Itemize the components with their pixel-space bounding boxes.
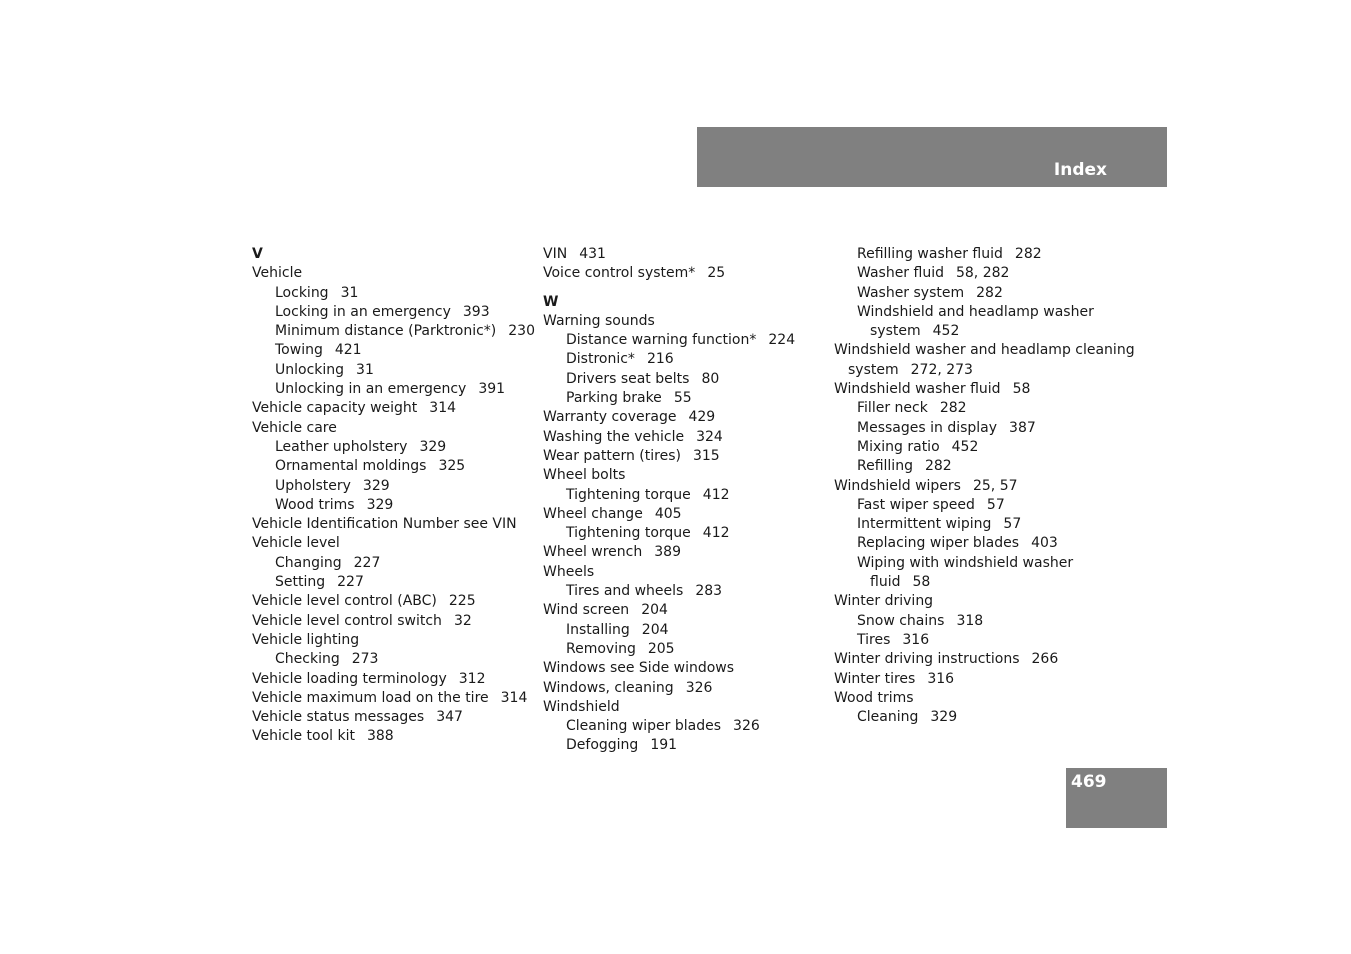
index-term: Fast wiper speed bbox=[857, 496, 975, 513]
index-page-ref: 31 bbox=[356, 361, 374, 378]
index-page-ref: 282 bbox=[924, 458, 952, 475]
index-term: Locking in an emergency bbox=[275, 303, 451, 320]
index-entry bbox=[543, 621, 795, 640]
index-page-ref: 31 bbox=[340, 284, 359, 301]
index-entry bbox=[252, 303, 535, 322]
index-term: Changing bbox=[275, 554, 342, 571]
index-entry bbox=[834, 612, 1135, 631]
index-page-ref: 326 bbox=[685, 679, 713, 696]
index-term: Filler neck bbox=[857, 400, 928, 417]
index-term: Refilling bbox=[857, 458, 913, 475]
index-entry bbox=[543, 466, 795, 485]
index-entry bbox=[252, 399, 535, 418]
index-entry bbox=[834, 303, 1135, 322]
index-page-ref: 389 bbox=[654, 544, 681, 561]
index-page-ref: 266 bbox=[1031, 651, 1059, 668]
index-term: Minimum distance (Parktronic*) bbox=[275, 323, 497, 340]
index-entry bbox=[834, 457, 1135, 476]
index-entry bbox=[252, 534, 535, 553]
index-page-ref: 314 bbox=[429, 400, 457, 417]
index-term: Towing bbox=[275, 342, 323, 359]
index-term: Tightening torque bbox=[566, 525, 691, 542]
index-term: Winter driving bbox=[834, 593, 934, 610]
index-term: VIN bbox=[543, 246, 568, 262]
index-term: Upholstery bbox=[275, 477, 351, 494]
index-page-ref: 216 bbox=[646, 351, 674, 368]
index-column-3 bbox=[834, 245, 1135, 727]
index-entry bbox=[543, 486, 795, 505]
index-page-ref: 272, 273 bbox=[910, 361, 973, 378]
index-term: Voice control system* bbox=[543, 265, 696, 282]
index-entry bbox=[834, 573, 1135, 592]
index-entry bbox=[543, 659, 795, 678]
index-entry bbox=[834, 477, 1135, 496]
index-term: Cleaning wiper blades bbox=[566, 718, 722, 735]
index-page-ref: 282 bbox=[1014, 246, 1042, 262]
index-term: Cleaning bbox=[857, 709, 919, 726]
index-term: Wheel change bbox=[543, 505, 643, 522]
index-entry bbox=[252, 496, 535, 515]
index-entry bbox=[543, 428, 795, 447]
index-page-ref: 393 bbox=[462, 303, 490, 320]
index-page-ref: 282 bbox=[976, 284, 1003, 301]
index-term: system bbox=[848, 361, 899, 378]
index-page-ref: 318 bbox=[956, 612, 984, 629]
index-term: Vehicle bbox=[252, 265, 303, 282]
index-term: Windshield bbox=[543, 698, 620, 715]
index-entry bbox=[252, 573, 535, 592]
index-page-ref: 412 bbox=[702, 525, 730, 542]
index-page-ref: 329 bbox=[366, 496, 394, 513]
index-term: Parking brake bbox=[566, 390, 662, 407]
index-page-ref: 403 bbox=[1031, 535, 1058, 552]
index-entry bbox=[252, 631, 535, 650]
index-entry bbox=[543, 408, 795, 427]
index-page-ref: 388 bbox=[366, 728, 394, 745]
index-term: Leather upholstery bbox=[275, 438, 408, 455]
index-entry bbox=[252, 727, 535, 746]
index-entry bbox=[252, 592, 535, 611]
index-term: Wheels bbox=[543, 563, 595, 580]
index-page-ref: 315 bbox=[692, 447, 720, 464]
section-gap bbox=[543, 284, 795, 293]
index-page-ref: 191 bbox=[650, 737, 678, 754]
index-page-ref: 329 bbox=[362, 477, 390, 494]
index-entry bbox=[543, 698, 795, 717]
index-entry bbox=[252, 284, 535, 303]
index-term: Defogging bbox=[566, 737, 639, 754]
index-entry bbox=[252, 341, 535, 360]
index-term: Tightening torque bbox=[566, 486, 691, 503]
index-term: Vehicle capacity weight bbox=[252, 400, 418, 417]
index-entry bbox=[252, 264, 535, 283]
index-entry bbox=[834, 341, 1135, 360]
index-page-ref: 25 bbox=[707, 265, 726, 282]
index-term: Warning sounds bbox=[543, 312, 655, 329]
index-letter-heading bbox=[252, 245, 535, 264]
index-page-ref: 282 bbox=[939, 400, 967, 417]
index-entry bbox=[543, 312, 795, 331]
page-number-box bbox=[1066, 768, 1167, 828]
index-page-ref: 312 bbox=[458, 670, 486, 687]
index-page-ref: 80 bbox=[701, 370, 720, 387]
index-page-ref: 347 bbox=[436, 709, 463, 726]
index-entry bbox=[252, 554, 535, 573]
index-term: Washing the vehicle bbox=[543, 428, 685, 445]
index-entry bbox=[543, 370, 795, 389]
index-page-ref: 230 bbox=[508, 323, 535, 340]
index-page-ref: 405 bbox=[654, 505, 682, 522]
index-page-ref: 421 bbox=[334, 342, 362, 359]
index-term: Setting bbox=[275, 574, 326, 591]
index-entry bbox=[834, 322, 1135, 341]
index-entry bbox=[543, 264, 795, 283]
index-entry bbox=[543, 601, 795, 620]
index-entry bbox=[834, 592, 1135, 611]
index-entry bbox=[834, 496, 1135, 515]
index-term: Unlocking in an emergency bbox=[275, 381, 467, 398]
page-number: 469 bbox=[1071, 772, 1107, 792]
index-entry bbox=[543, 524, 795, 543]
index-term: Tires bbox=[857, 631, 891, 648]
index-entry bbox=[252, 361, 535, 380]
index-term: Snow chains bbox=[857, 612, 945, 629]
index-entry bbox=[834, 380, 1135, 399]
index-term: Replacing wiper blades bbox=[857, 535, 1020, 552]
index-term: Locking bbox=[275, 284, 329, 301]
index-term: fluid bbox=[870, 574, 901, 591]
index-term: Installing bbox=[566, 621, 630, 638]
index-term: Winter tires bbox=[834, 670, 916, 687]
index-term: Vehicle loading terminology bbox=[252, 670, 447, 687]
index-entry bbox=[834, 399, 1135, 418]
index-page-ref: 224 bbox=[768, 332, 796, 349]
index-term: Windows see Side windows bbox=[543, 660, 735, 677]
index-entry bbox=[252, 689, 535, 708]
index-page-ref: 58 bbox=[1012, 381, 1031, 398]
index-term: Removing bbox=[566, 640, 636, 657]
index-page-ref: 57 bbox=[1003, 516, 1022, 533]
index-term: Tires and wheels bbox=[566, 583, 684, 600]
index-entry bbox=[252, 438, 535, 457]
index-page-ref: 227 bbox=[353, 554, 381, 571]
index-page-ref: 452 bbox=[932, 323, 960, 340]
index-page-ref: 326 bbox=[733, 718, 760, 735]
index-page-ref: 431 bbox=[579, 246, 606, 262]
index-entry bbox=[543, 543, 795, 562]
index-entry bbox=[252, 457, 535, 476]
index-page-ref: 452 bbox=[951, 438, 979, 455]
index-term: Washer system bbox=[857, 284, 965, 301]
index-page-ref: 329 bbox=[930, 709, 958, 726]
index-entry bbox=[543, 717, 795, 736]
index-page-ref: 314 bbox=[500, 689, 528, 706]
index-entry bbox=[543, 389, 795, 408]
index-page-ref: 324 bbox=[696, 428, 723, 445]
index-entry bbox=[543, 447, 795, 466]
index-page-ref: 412 bbox=[702, 486, 730, 503]
index-column-1 bbox=[252, 245, 535, 747]
index-entry bbox=[543, 505, 795, 524]
index-entry bbox=[834, 264, 1135, 283]
index-term: Windshield and headlamp washer bbox=[857, 303, 1094, 320]
index-page-ref: 283 bbox=[695, 583, 723, 600]
index-entry bbox=[543, 679, 795, 698]
index-entry bbox=[252, 419, 535, 438]
index-entry bbox=[834, 631, 1135, 650]
index-term: Wheel bolts bbox=[543, 467, 626, 484]
index-page-ref: 316 bbox=[902, 631, 930, 648]
index-term: Refilling washer fluid bbox=[857, 246, 1003, 262]
index-page-ref: 204 bbox=[641, 602, 668, 619]
index-term: Vehicle level control switch bbox=[252, 612, 442, 629]
index-entry bbox=[543, 640, 795, 659]
index-entry bbox=[252, 322, 535, 341]
index-entry bbox=[252, 380, 535, 399]
index-page-ref: 32 bbox=[453, 612, 472, 629]
index-term: Vehicle lighting bbox=[252, 631, 360, 648]
index-entry bbox=[834, 650, 1135, 669]
index-page-ref: 273 bbox=[351, 651, 379, 668]
index-entry bbox=[834, 419, 1135, 438]
index-term: Unlocking bbox=[275, 361, 345, 378]
index-entry bbox=[834, 361, 1135, 380]
index-term: V bbox=[252, 246, 263, 262]
index-entry bbox=[834, 554, 1135, 573]
index-page-ref: 325 bbox=[438, 458, 466, 475]
index-entry bbox=[252, 650, 535, 669]
index-term: Vehicle Identification Number see VIN bbox=[252, 516, 517, 533]
index-page-ref: 58 bbox=[912, 574, 931, 591]
index-entry bbox=[252, 670, 535, 689]
index-term: Vehicle care bbox=[252, 419, 337, 436]
index-page-ref: 55 bbox=[673, 390, 692, 407]
index-term: Wind screen bbox=[543, 602, 630, 619]
index-entry bbox=[834, 670, 1135, 689]
index-page-ref: 57 bbox=[986, 496, 1005, 513]
index-entry bbox=[834, 534, 1135, 553]
index-page-ref: 25, 57 bbox=[972, 477, 1018, 494]
index-term: Wiping with windshield washer bbox=[857, 554, 1074, 571]
index-term: W bbox=[543, 293, 559, 310]
index-term: Vehicle tool kit bbox=[252, 728, 355, 745]
index-page-ref: 205 bbox=[647, 640, 675, 657]
index-entry bbox=[252, 515, 535, 534]
index-term: Washer fluid bbox=[857, 265, 944, 282]
index-term: Windshield wipers bbox=[834, 477, 961, 494]
index-term: Windshield washer fluid bbox=[834, 381, 1001, 398]
index-entry bbox=[543, 582, 795, 601]
index-term: Distance warning function* bbox=[566, 332, 757, 349]
index-entry bbox=[834, 515, 1135, 534]
index-term: Wear pattern (tires) bbox=[543, 447, 681, 464]
index-term: Distronic* bbox=[566, 351, 635, 368]
index-entry bbox=[543, 245, 795, 264]
index-page-ref: 391 bbox=[478, 381, 506, 398]
index-term: Winter driving instructions bbox=[834, 651, 1020, 668]
index-term: Intermittent wiping bbox=[857, 516, 992, 533]
index-entry bbox=[834, 245, 1135, 264]
index-term: Windows, cleaning bbox=[543, 679, 674, 696]
index-entry bbox=[834, 689, 1135, 708]
index-page-ref: 429 bbox=[688, 409, 716, 426]
index-entry bbox=[834, 708, 1135, 727]
index-entry bbox=[543, 736, 795, 755]
index-term: system bbox=[870, 323, 921, 340]
index-page-ref: 329 bbox=[419, 438, 447, 455]
index-entry bbox=[543, 331, 795, 350]
index-term: Vehicle status messages bbox=[252, 709, 425, 726]
index-entry bbox=[252, 477, 535, 496]
index-entry bbox=[834, 438, 1135, 457]
index-term: Windshield washer and headlamp cleaning bbox=[834, 342, 1135, 359]
header-title: Index bbox=[1053, 160, 1107, 180]
index-term: Vehicle maximum load on the tire bbox=[252, 689, 489, 706]
index-term: Wood trims bbox=[834, 689, 914, 706]
index-term: Checking bbox=[275, 651, 340, 668]
index-column-2 bbox=[543, 245, 795, 756]
index-page-ref: 58, 282 bbox=[955, 265, 1010, 282]
index-term: Drivers seat belts bbox=[566, 370, 690, 387]
index-term: Wood trims bbox=[275, 496, 355, 513]
index-term: Ornamental moldings bbox=[275, 458, 427, 475]
index-entry bbox=[834, 284, 1135, 303]
index-entry bbox=[252, 708, 535, 727]
index-page-ref: 316 bbox=[927, 670, 955, 687]
index-page-ref: 225 bbox=[448, 593, 476, 610]
index-term: Vehicle level bbox=[252, 535, 340, 552]
index-entry bbox=[252, 612, 535, 631]
index-page-ref: 204 bbox=[641, 621, 669, 638]
index-page-ref: 387 bbox=[1009, 419, 1036, 436]
header-bar bbox=[697, 127, 1167, 187]
index-page-ref: 227 bbox=[337, 574, 364, 591]
index-term: Messages in display bbox=[857, 419, 998, 436]
index-entry bbox=[543, 350, 795, 369]
index-letter-heading bbox=[543, 293, 795, 312]
index-entry bbox=[543, 563, 795, 582]
index-term: Vehicle level control (ABC) bbox=[252, 593, 437, 610]
index-term: Mixing ratio bbox=[857, 438, 940, 455]
index-term: Warranty coverage bbox=[543, 409, 677, 426]
index-term: Wheel wrench bbox=[543, 544, 643, 561]
